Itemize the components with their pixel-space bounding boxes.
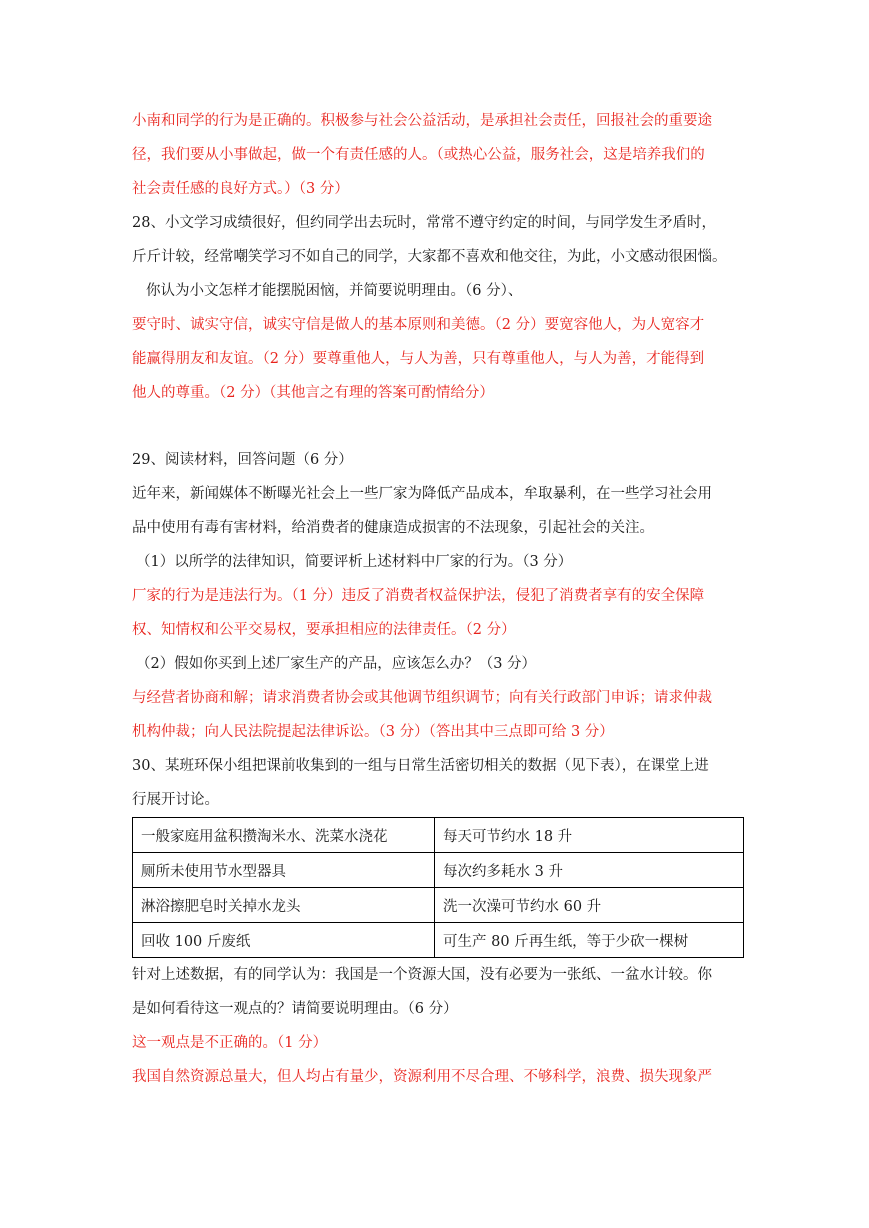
question-29-material-line-2: 品中使用有毒有害材料，给消费者的健康造成损害的不法现象，引起社会的关注。 [132, 520, 654, 536]
question-30-line-1: 30、某班环保小组把课前收集到的一组与日常生活密切相关的数据（见下表），在课堂上进 [132, 758, 709, 774]
question-29-title: 29、阅读材料，回答问题（6 分） [132, 452, 353, 468]
question-28-line-2: 斤斤计较，经常嘲笑学习不如自己的同学，大家都不喜欢和他交往，为此，小文感动很困惱。 [132, 249, 727, 265]
answer-28-line-1: 要守时、诚实守信，诚实守信是做人的基本原则和美德。（2 分）要宽容他人，为人宽容才 [132, 317, 705, 333]
table-cell-action: 淋浴擦肥皂时关掉水龙头 [133, 888, 435, 923]
question-30-line-3: 针对上述数据，有的同学认为：我国是一个资源大国，没有必要为一张纸、一盆水计较。你 [132, 967, 712, 983]
question-28-line-1: 28、小文学习成绩很好，但约同学出去玩时，常常不遵守约定的时间，与同学发生矛盾时， [132, 215, 716, 231]
answer-29-part-2-line-2: 机构仲裁；向人民法院提起法律诉讼。（3 分）（答出其中三点即可给 3 分） [132, 724, 614, 740]
answer-28-line-3: 他人的尊重。（2 分）（其他言之有理的答案可酌情给分） [132, 385, 494, 401]
answer-27-line-2: 径，我们要从小事做起，做一个有责任感的人。（或热心公益，服务社会，这是培养我们的 [132, 147, 705, 163]
question-28-line-3: 你认为小文怎样才能摆脱困恼，并简要说明理由。（6 分）、 [146, 283, 523, 299]
table-cell-effect: 可生产 80 斤再生纸，等于少砍一棵树 [435, 923, 744, 958]
table-row [133, 818, 744, 853]
table-cell-action: 一般家庭用盆积攒淘米水、洗菜水浇花 [133, 818, 435, 853]
answer-30-line-1: 这一观点是不正确的。（1 分） [132, 1035, 328, 1051]
answer-29-part-1-line-1: 厂家的行为是违法行为。（1 分）违反了消费者权益保护法，侵犯了消费者享有的安全保障 [132, 588, 705, 604]
table-cell-action: 厕所未使用节水型器具 [133, 853, 435, 888]
question-30-line-2: 行展开讨论。 [132, 792, 219, 808]
question-30-line-4: 是如何看待这一观点的？请简要说明理由。（6 分） [132, 1001, 458, 1017]
table-row [133, 888, 744, 923]
table-cell-action: 回收 100 斤废纸 [133, 923, 435, 958]
table-cell-effect: 洗一次澡可节约水 60 升 [435, 888, 744, 923]
answer-27-line-3: 社会责任感的良好方式。）（3 分） [132, 181, 349, 197]
answer-27-line-1: 小南和同学的行为是正确的。积极参与社会公益活动，是承担社会责任，回报社会的重要途 [132, 113, 712, 129]
answer-29-part-2-line-1: 与经营者协商和解；请求消费者协会或其他调节组织调节；向有关行政部门申诉；请求仲裁 [132, 690, 712, 706]
water-paper-data-table [132, 817, 744, 958]
table-row [133, 853, 744, 888]
document-page [132, 104, 744, 1094]
question-29-part-2: （2）假如你买到上述厂家生产的产品，应该怎么办？（3 分） [136, 656, 537, 672]
section-gap [132, 410, 744, 443]
answer-30-line-2: 我国自然资源总量大，但人均占有量少，资源利用不尽合理、不够科学，浪费、损失现象严 [132, 1069, 712, 1085]
answer-28-line-2: 能赢得朋友和友谊。（2 分）要尊重他人，与人为善，只有尊重他人，与人为善，才能得到 [132, 351, 705, 367]
answer-29-part-1-line-2: 权、知情权和公平交易权，要承担相应的法律责任。（2 分） [132, 622, 516, 638]
question-29-part-1: （1）以所学的法律知识，简要评析上述材料中厂家的行为。（3 分） [136, 554, 573, 570]
table-cell-effect: 每天可节约水 18 升 [435, 818, 744, 853]
table-cell-effect: 每次约多耗水 3 升 [435, 853, 744, 888]
question-29-material-line-1: 近年来，新闻媒体不断曝光社会上一些厂家为降低产品成本，牟取暴利，在一些学习社会用 [132, 486, 712, 502]
table-row [133, 923, 744, 958]
